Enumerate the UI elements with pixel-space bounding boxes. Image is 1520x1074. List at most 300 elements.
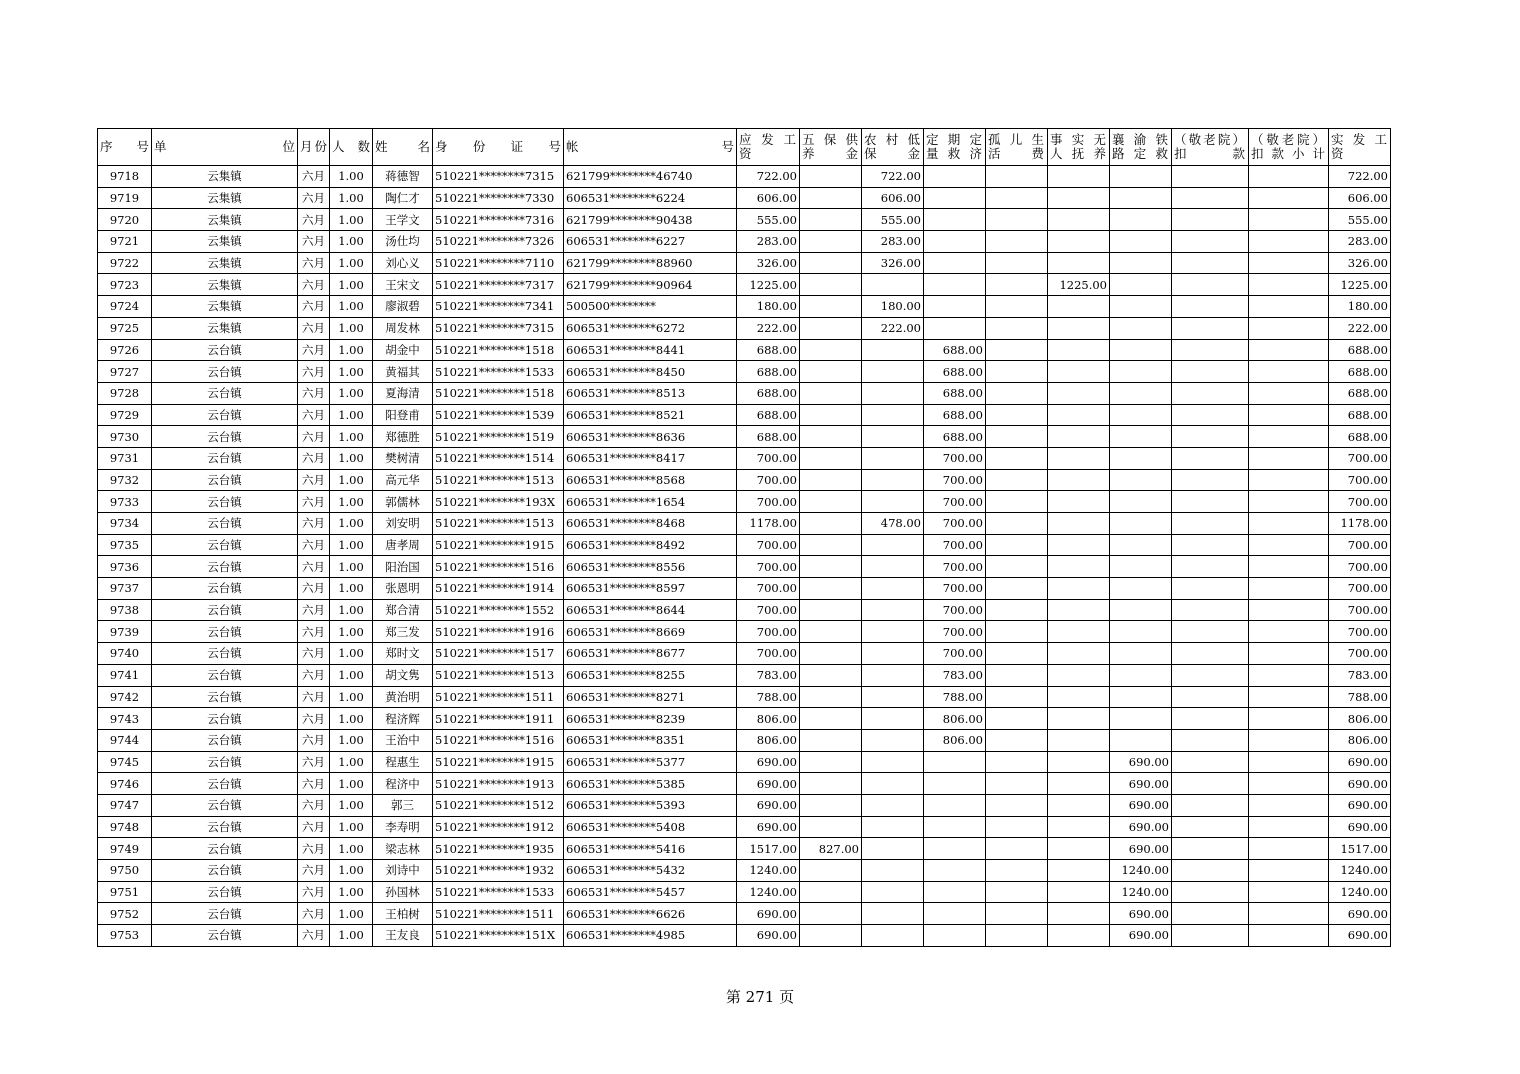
cell-rural-min bbox=[862, 426, 924, 448]
cell-account: 606531********8636 bbox=[564, 426, 737, 448]
cell-unsupported bbox=[1048, 816, 1110, 838]
cell-account: 606531********8468 bbox=[564, 513, 737, 535]
cell-orphan bbox=[986, 578, 1048, 600]
cell-seq: 9740 bbox=[98, 643, 152, 665]
cell-seq: 9719 bbox=[98, 187, 152, 209]
cell-unit: 云集镇 bbox=[152, 166, 298, 188]
cell-deduction-subtotal bbox=[1249, 686, 1329, 708]
cell-count: 1.00 bbox=[330, 361, 373, 383]
cell-railway-relief bbox=[1110, 404, 1172, 426]
cell-deduction-subtotal bbox=[1249, 816, 1329, 838]
cell-net-pay: 688.00 bbox=[1329, 361, 1391, 383]
cell-seq: 9745 bbox=[98, 751, 152, 773]
cell-unsupported: 1225.00 bbox=[1048, 274, 1110, 296]
header-payable: 应 发 工 资 bbox=[737, 129, 800, 166]
cell-unsupported bbox=[1048, 339, 1110, 361]
cell-unsupported bbox=[1048, 317, 1110, 339]
cell-unit: 云集镇 bbox=[152, 231, 298, 253]
cell-month: 六月 bbox=[298, 404, 330, 426]
table-row bbox=[98, 599, 1391, 621]
cell-unit: 云台镇 bbox=[152, 838, 298, 860]
cell-account: 606531********8513 bbox=[564, 382, 737, 404]
cell-name: 廖淑碧 bbox=[373, 296, 433, 318]
cell-count: 1.00 bbox=[330, 751, 373, 773]
cell-payable: 690.00 bbox=[737, 903, 800, 925]
cell-unsupported bbox=[1048, 447, 1110, 469]
cell-seq: 9738 bbox=[98, 599, 152, 621]
cell-unsupported bbox=[1048, 621, 1110, 643]
cell-name: 刘安明 bbox=[373, 513, 433, 535]
cell-count: 1.00 bbox=[330, 534, 373, 556]
cell-rural-min bbox=[862, 621, 924, 643]
cell-id-number: 510221********1552 bbox=[433, 599, 564, 621]
cell-rural-min bbox=[862, 708, 924, 730]
cell-seq: 9722 bbox=[98, 252, 152, 274]
cell-name: 唐孝周 bbox=[373, 534, 433, 556]
cell-five-guarantee bbox=[800, 469, 862, 491]
cell-count: 1.00 bbox=[330, 491, 373, 513]
cell-railway-relief bbox=[1110, 578, 1172, 600]
cell-month: 六月 bbox=[298, 209, 330, 231]
cell-seq: 9723 bbox=[98, 274, 152, 296]
cell-account: 606531********8556 bbox=[564, 556, 737, 578]
cell-name: 汤仕均 bbox=[373, 231, 433, 253]
cell-name: 郑合清 bbox=[373, 599, 433, 621]
cell-five-guarantee bbox=[800, 513, 862, 535]
cell-five-guarantee bbox=[800, 751, 862, 773]
cell-account: 606531********8521 bbox=[564, 404, 737, 426]
cell-deduction-subtotal bbox=[1249, 838, 1329, 860]
cell-railway-relief: 690.00 bbox=[1110, 925, 1172, 947]
cell-deduction-subtotal bbox=[1249, 794, 1329, 816]
cell-orphan bbox=[986, 274, 1048, 296]
cell-deduction bbox=[1172, 773, 1249, 795]
cell-unsupported bbox=[1048, 382, 1110, 404]
cell-deduction bbox=[1172, 925, 1249, 947]
cell-account: 606531********8644 bbox=[564, 599, 737, 621]
cell-deduction-subtotal bbox=[1249, 317, 1329, 339]
cell-rural-min bbox=[862, 578, 924, 600]
cell-name: 黄治明 bbox=[373, 686, 433, 708]
cell-name: 程惠生 bbox=[373, 751, 433, 773]
cell-net-pay: 222.00 bbox=[1329, 317, 1391, 339]
table-row bbox=[98, 187, 1391, 209]
cell-fixed-relief bbox=[924, 881, 986, 903]
cell-month: 六月 bbox=[298, 599, 330, 621]
header-deduction-subtotal: （敬老院）扣款小计 bbox=[1249, 129, 1329, 166]
cell-net-pay: 690.00 bbox=[1329, 925, 1391, 947]
cell-orphan bbox=[986, 686, 1048, 708]
cell-count: 1.00 bbox=[330, 274, 373, 296]
cell-name: 周发林 bbox=[373, 317, 433, 339]
table-row bbox=[98, 382, 1391, 404]
cell-month: 六月 bbox=[298, 296, 330, 318]
cell-railway-relief bbox=[1110, 187, 1172, 209]
cell-seq: 9737 bbox=[98, 578, 152, 600]
cell-rural-min bbox=[862, 838, 924, 860]
cell-deduction bbox=[1172, 556, 1249, 578]
cell-name: 郭儒林 bbox=[373, 491, 433, 513]
table-row bbox=[98, 794, 1391, 816]
cell-railway-relief: 690.00 bbox=[1110, 903, 1172, 925]
cell-five-guarantee bbox=[800, 187, 862, 209]
cell-account: 606531********8492 bbox=[564, 534, 737, 556]
cell-orphan bbox=[986, 816, 1048, 838]
cell-deduction bbox=[1172, 187, 1249, 209]
cell-account: 606531********5393 bbox=[564, 794, 737, 816]
cell-month: 六月 bbox=[298, 621, 330, 643]
cell-month: 六月 bbox=[298, 447, 330, 469]
cell-unit: 云台镇 bbox=[152, 773, 298, 795]
cell-fixed-relief bbox=[924, 773, 986, 795]
cell-five-guarantee bbox=[800, 231, 862, 253]
cell-five-guarantee bbox=[800, 816, 862, 838]
cell-unit: 云台镇 bbox=[152, 860, 298, 882]
cell-unit: 云台镇 bbox=[152, 664, 298, 686]
cell-deduction-subtotal bbox=[1249, 187, 1329, 209]
cell-month: 六月 bbox=[298, 903, 330, 925]
header-month: 月份 bbox=[298, 129, 330, 166]
cell-count: 1.00 bbox=[330, 556, 373, 578]
cell-id-number: 510221********1511 bbox=[433, 903, 564, 925]
cell-unsupported bbox=[1048, 686, 1110, 708]
cell-payable: 783.00 bbox=[737, 664, 800, 686]
cell-five-guarantee bbox=[800, 317, 862, 339]
cell-month: 六月 bbox=[298, 166, 330, 188]
cell-month: 六月 bbox=[298, 339, 330, 361]
cell-orphan bbox=[986, 708, 1048, 730]
cell-five-guarantee bbox=[800, 426, 862, 448]
cell-payable: 700.00 bbox=[737, 469, 800, 491]
cell-orphan bbox=[986, 187, 1048, 209]
cell-rural-min bbox=[862, 816, 924, 838]
cell-count: 1.00 bbox=[330, 447, 373, 469]
cell-deduction-subtotal bbox=[1249, 513, 1329, 535]
cell-payable: 688.00 bbox=[737, 404, 800, 426]
cell-seq: 9736 bbox=[98, 556, 152, 578]
cell-net-pay: 326.00 bbox=[1329, 252, 1391, 274]
cell-unsupported bbox=[1048, 187, 1110, 209]
cell-five-guarantee bbox=[800, 708, 862, 730]
cell-fixed-relief: 700.00 bbox=[924, 621, 986, 643]
cell-unsupported bbox=[1048, 751, 1110, 773]
cell-seq: 9724 bbox=[98, 296, 152, 318]
cell-rural-min bbox=[862, 447, 924, 469]
cell-unit: 云集镇 bbox=[152, 317, 298, 339]
table-row bbox=[98, 729, 1391, 751]
cell-payable: 1240.00 bbox=[737, 881, 800, 903]
table-row bbox=[98, 491, 1391, 513]
cell-deduction-subtotal bbox=[1249, 556, 1329, 578]
cell-deduction bbox=[1172, 252, 1249, 274]
cell-five-guarantee bbox=[800, 686, 862, 708]
cell-fixed-relief bbox=[924, 274, 986, 296]
cell-rural-min bbox=[862, 903, 924, 925]
cell-deduction-subtotal bbox=[1249, 664, 1329, 686]
cell-deduction bbox=[1172, 447, 1249, 469]
cell-five-guarantee bbox=[800, 209, 862, 231]
cell-id-number: 510221********1518 bbox=[433, 382, 564, 404]
cell-account: 606531********8351 bbox=[564, 729, 737, 751]
cell-payable: 690.00 bbox=[737, 816, 800, 838]
cell-railway-relief bbox=[1110, 643, 1172, 665]
cell-railway-relief bbox=[1110, 686, 1172, 708]
cell-net-pay: 688.00 bbox=[1329, 382, 1391, 404]
cell-deduction bbox=[1172, 231, 1249, 253]
cell-account: 606531********5432 bbox=[564, 860, 737, 882]
cell-railway-relief bbox=[1110, 729, 1172, 751]
cell-id-number: 510221********7330 bbox=[433, 187, 564, 209]
cell-payable: 690.00 bbox=[737, 794, 800, 816]
cell-name: 阳登甫 bbox=[373, 404, 433, 426]
cell-account: 606531********5408 bbox=[564, 816, 737, 838]
cell-deduction bbox=[1172, 361, 1249, 383]
cell-name: 郑时文 bbox=[373, 643, 433, 665]
table-row bbox=[98, 447, 1391, 469]
cell-seq: 9735 bbox=[98, 534, 152, 556]
table-row bbox=[98, 534, 1391, 556]
cell-payable: 690.00 bbox=[737, 773, 800, 795]
cell-fixed-relief: 700.00 bbox=[924, 534, 986, 556]
cell-railway-relief bbox=[1110, 166, 1172, 188]
cell-railway-relief bbox=[1110, 361, 1172, 383]
cell-net-pay: 806.00 bbox=[1329, 729, 1391, 751]
cell-deduction-subtotal bbox=[1249, 252, 1329, 274]
cell-count: 1.00 bbox=[330, 860, 373, 882]
table-row bbox=[98, 664, 1391, 686]
cell-five-guarantee bbox=[800, 252, 862, 274]
cell-fixed-relief bbox=[924, 751, 986, 773]
cell-orphan bbox=[986, 599, 1048, 621]
cell-fixed-relief bbox=[924, 252, 986, 274]
cell-deduction bbox=[1172, 426, 1249, 448]
cell-deduction bbox=[1172, 643, 1249, 665]
cell-deduction-subtotal bbox=[1249, 209, 1329, 231]
cell-month: 六月 bbox=[298, 643, 330, 665]
cell-deduction-subtotal bbox=[1249, 447, 1329, 469]
cell-fixed-relief: 700.00 bbox=[924, 469, 986, 491]
cell-orphan bbox=[986, 317, 1048, 339]
cell-unit: 云集镇 bbox=[152, 209, 298, 231]
cell-net-pay: 700.00 bbox=[1329, 469, 1391, 491]
cell-net-pay: 690.00 bbox=[1329, 903, 1391, 925]
cell-account: 606531********8239 bbox=[564, 708, 737, 730]
cell-deduction-subtotal bbox=[1249, 903, 1329, 925]
cell-railway-relief bbox=[1110, 252, 1172, 274]
cell-orphan bbox=[986, 469, 1048, 491]
cell-id-number: 510221********7316 bbox=[433, 209, 564, 231]
cell-account: 606531********8255 bbox=[564, 664, 737, 686]
table-body bbox=[98, 166, 1391, 947]
table-row bbox=[98, 361, 1391, 383]
cell-account: 606531********6224 bbox=[564, 187, 737, 209]
cell-deduction-subtotal bbox=[1249, 469, 1329, 491]
cell-payable: 688.00 bbox=[737, 361, 800, 383]
cell-payable: 700.00 bbox=[737, 621, 800, 643]
cell-unsupported bbox=[1048, 838, 1110, 860]
cell-unsupported bbox=[1048, 599, 1110, 621]
cell-month: 六月 bbox=[298, 773, 330, 795]
table-row bbox=[98, 686, 1391, 708]
cell-unit: 云台镇 bbox=[152, 578, 298, 600]
cell-deduction-subtotal bbox=[1249, 881, 1329, 903]
cell-month: 六月 bbox=[298, 426, 330, 448]
cell-payable: 1178.00 bbox=[737, 513, 800, 535]
cell-five-guarantee bbox=[800, 382, 862, 404]
cell-five-guarantee bbox=[800, 729, 862, 751]
header-net-pay: 实 发 工 资 bbox=[1329, 129, 1391, 166]
cell-count: 1.00 bbox=[330, 925, 373, 947]
cell-railway-relief bbox=[1110, 491, 1172, 513]
cell-unit: 云台镇 bbox=[152, 513, 298, 535]
table-row bbox=[98, 621, 1391, 643]
cell-count: 1.00 bbox=[330, 881, 373, 903]
cell-orphan bbox=[986, 404, 1048, 426]
table-row bbox=[98, 816, 1391, 838]
cell-orphan bbox=[986, 729, 1048, 751]
cell-unsupported bbox=[1048, 860, 1110, 882]
cell-payable: 606.00 bbox=[737, 187, 800, 209]
cell-five-guarantee bbox=[800, 447, 862, 469]
cell-account: 621799********90438 bbox=[564, 209, 737, 231]
cell-id-number: 510221********1513 bbox=[433, 664, 564, 686]
cell-account: 606531********8441 bbox=[564, 339, 737, 361]
cell-count: 1.00 bbox=[330, 339, 373, 361]
cell-id-number: 510221********1511 bbox=[433, 686, 564, 708]
cell-deduction-subtotal bbox=[1249, 426, 1329, 448]
cell-month: 六月 bbox=[298, 708, 330, 730]
table-row bbox=[98, 881, 1391, 903]
cell-id-number: 510221********1912 bbox=[433, 816, 564, 838]
table-row bbox=[98, 274, 1391, 296]
cell-orphan bbox=[986, 860, 1048, 882]
cell-five-guarantee bbox=[800, 491, 862, 513]
cell-orphan bbox=[986, 166, 1048, 188]
cell-name: 王学文 bbox=[373, 209, 433, 231]
cell-unsupported bbox=[1048, 729, 1110, 751]
cell-account: 606531********5457 bbox=[564, 881, 737, 903]
cell-payable: 700.00 bbox=[737, 556, 800, 578]
cell-unsupported bbox=[1048, 556, 1110, 578]
cell-fixed-relief: 783.00 bbox=[924, 664, 986, 686]
cell-orphan bbox=[986, 534, 1048, 556]
cell-rural-min: 283.00 bbox=[862, 231, 924, 253]
cell-count: 1.00 bbox=[330, 166, 373, 188]
cell-fixed-relief bbox=[924, 794, 986, 816]
cell-payable: 806.00 bbox=[737, 708, 800, 730]
cell-fixed-relief: 700.00 bbox=[924, 491, 986, 513]
cell-unsupported bbox=[1048, 534, 1110, 556]
cell-name: 王治中 bbox=[373, 729, 433, 751]
cell-net-pay: 1517.00 bbox=[1329, 838, 1391, 860]
cell-deduction-subtotal bbox=[1249, 339, 1329, 361]
cell-seq: 9750 bbox=[98, 860, 152, 882]
cell-railway-relief bbox=[1110, 664, 1172, 686]
cell-rural-min bbox=[862, 881, 924, 903]
cell-unsupported bbox=[1048, 881, 1110, 903]
cell-seq: 9725 bbox=[98, 317, 152, 339]
cell-id-number: 510221********1915 bbox=[433, 751, 564, 773]
cell-count: 1.00 bbox=[330, 426, 373, 448]
cell-seq: 9739 bbox=[98, 621, 152, 643]
cell-railway-relief: 1240.00 bbox=[1110, 881, 1172, 903]
table-row bbox=[98, 556, 1391, 578]
cell-rural-min: 555.00 bbox=[862, 209, 924, 231]
cell-rural-min bbox=[862, 404, 924, 426]
cell-deduction bbox=[1172, 534, 1249, 556]
cell-unsupported bbox=[1048, 491, 1110, 513]
cell-net-pay: 283.00 bbox=[1329, 231, 1391, 253]
cell-unsupported bbox=[1048, 404, 1110, 426]
cell-railway-relief bbox=[1110, 621, 1172, 643]
cell-railway-relief bbox=[1110, 317, 1172, 339]
cell-id-number: 510221********151X bbox=[433, 925, 564, 947]
cell-name: 樊树清 bbox=[373, 447, 433, 469]
header-unsupported: 事 实 无 人 抚 养 bbox=[1048, 129, 1110, 166]
cell-deduction-subtotal bbox=[1249, 534, 1329, 556]
cell-deduction bbox=[1172, 838, 1249, 860]
cell-count: 1.00 bbox=[330, 231, 373, 253]
cell-net-pay: 788.00 bbox=[1329, 686, 1391, 708]
cell-payable: 688.00 bbox=[737, 339, 800, 361]
cell-deduction bbox=[1172, 751, 1249, 773]
cell-five-guarantee bbox=[800, 621, 862, 643]
cell-unsupported bbox=[1048, 578, 1110, 600]
cell-deduction bbox=[1172, 708, 1249, 730]
cell-deduction bbox=[1172, 513, 1249, 535]
cell-id-number: 510221********1914 bbox=[433, 578, 564, 600]
cell-seq: 9718 bbox=[98, 166, 152, 188]
cell-seq: 9744 bbox=[98, 729, 152, 751]
cell-orphan bbox=[986, 491, 1048, 513]
cell-payable: 283.00 bbox=[737, 231, 800, 253]
cell-deduction bbox=[1172, 794, 1249, 816]
table-row bbox=[98, 166, 1391, 188]
cell-unsupported bbox=[1048, 794, 1110, 816]
header-seq: 序 号 bbox=[98, 129, 152, 166]
table-row bbox=[98, 296, 1391, 318]
cell-seq: 9721 bbox=[98, 231, 152, 253]
cell-count: 1.00 bbox=[330, 816, 373, 838]
cell-deduction bbox=[1172, 729, 1249, 751]
cell-payable: 326.00 bbox=[737, 252, 800, 274]
cell-account: 606531********4985 bbox=[564, 925, 737, 947]
cell-name: 陶仁才 bbox=[373, 187, 433, 209]
cell-deduction-subtotal bbox=[1249, 860, 1329, 882]
cell-name: 程济辉 bbox=[373, 708, 433, 730]
cell-count: 1.00 bbox=[330, 664, 373, 686]
cell-fixed-relief bbox=[924, 296, 986, 318]
cell-unsupported bbox=[1048, 469, 1110, 491]
cell-fixed-relief: 688.00 bbox=[924, 404, 986, 426]
cell-count: 1.00 bbox=[330, 187, 373, 209]
cell-account: 500500******** bbox=[564, 296, 737, 318]
cell-payable: 700.00 bbox=[737, 578, 800, 600]
cell-net-pay: 783.00 bbox=[1329, 664, 1391, 686]
cell-net-pay: 700.00 bbox=[1329, 599, 1391, 621]
cell-railway-relief: 1240.00 bbox=[1110, 860, 1172, 882]
table-row bbox=[98, 708, 1391, 730]
cell-name: 夏海清 bbox=[373, 382, 433, 404]
cell-month: 六月 bbox=[298, 664, 330, 686]
cell-month: 六月 bbox=[298, 491, 330, 513]
cell-month: 六月 bbox=[298, 838, 330, 860]
table-row bbox=[98, 426, 1391, 448]
cell-unsupported bbox=[1048, 296, 1110, 318]
cell-five-guarantee bbox=[800, 860, 862, 882]
header-deduction: （敬老院）扣 款 bbox=[1172, 129, 1249, 166]
cell-account: 606531********8677 bbox=[564, 643, 737, 665]
